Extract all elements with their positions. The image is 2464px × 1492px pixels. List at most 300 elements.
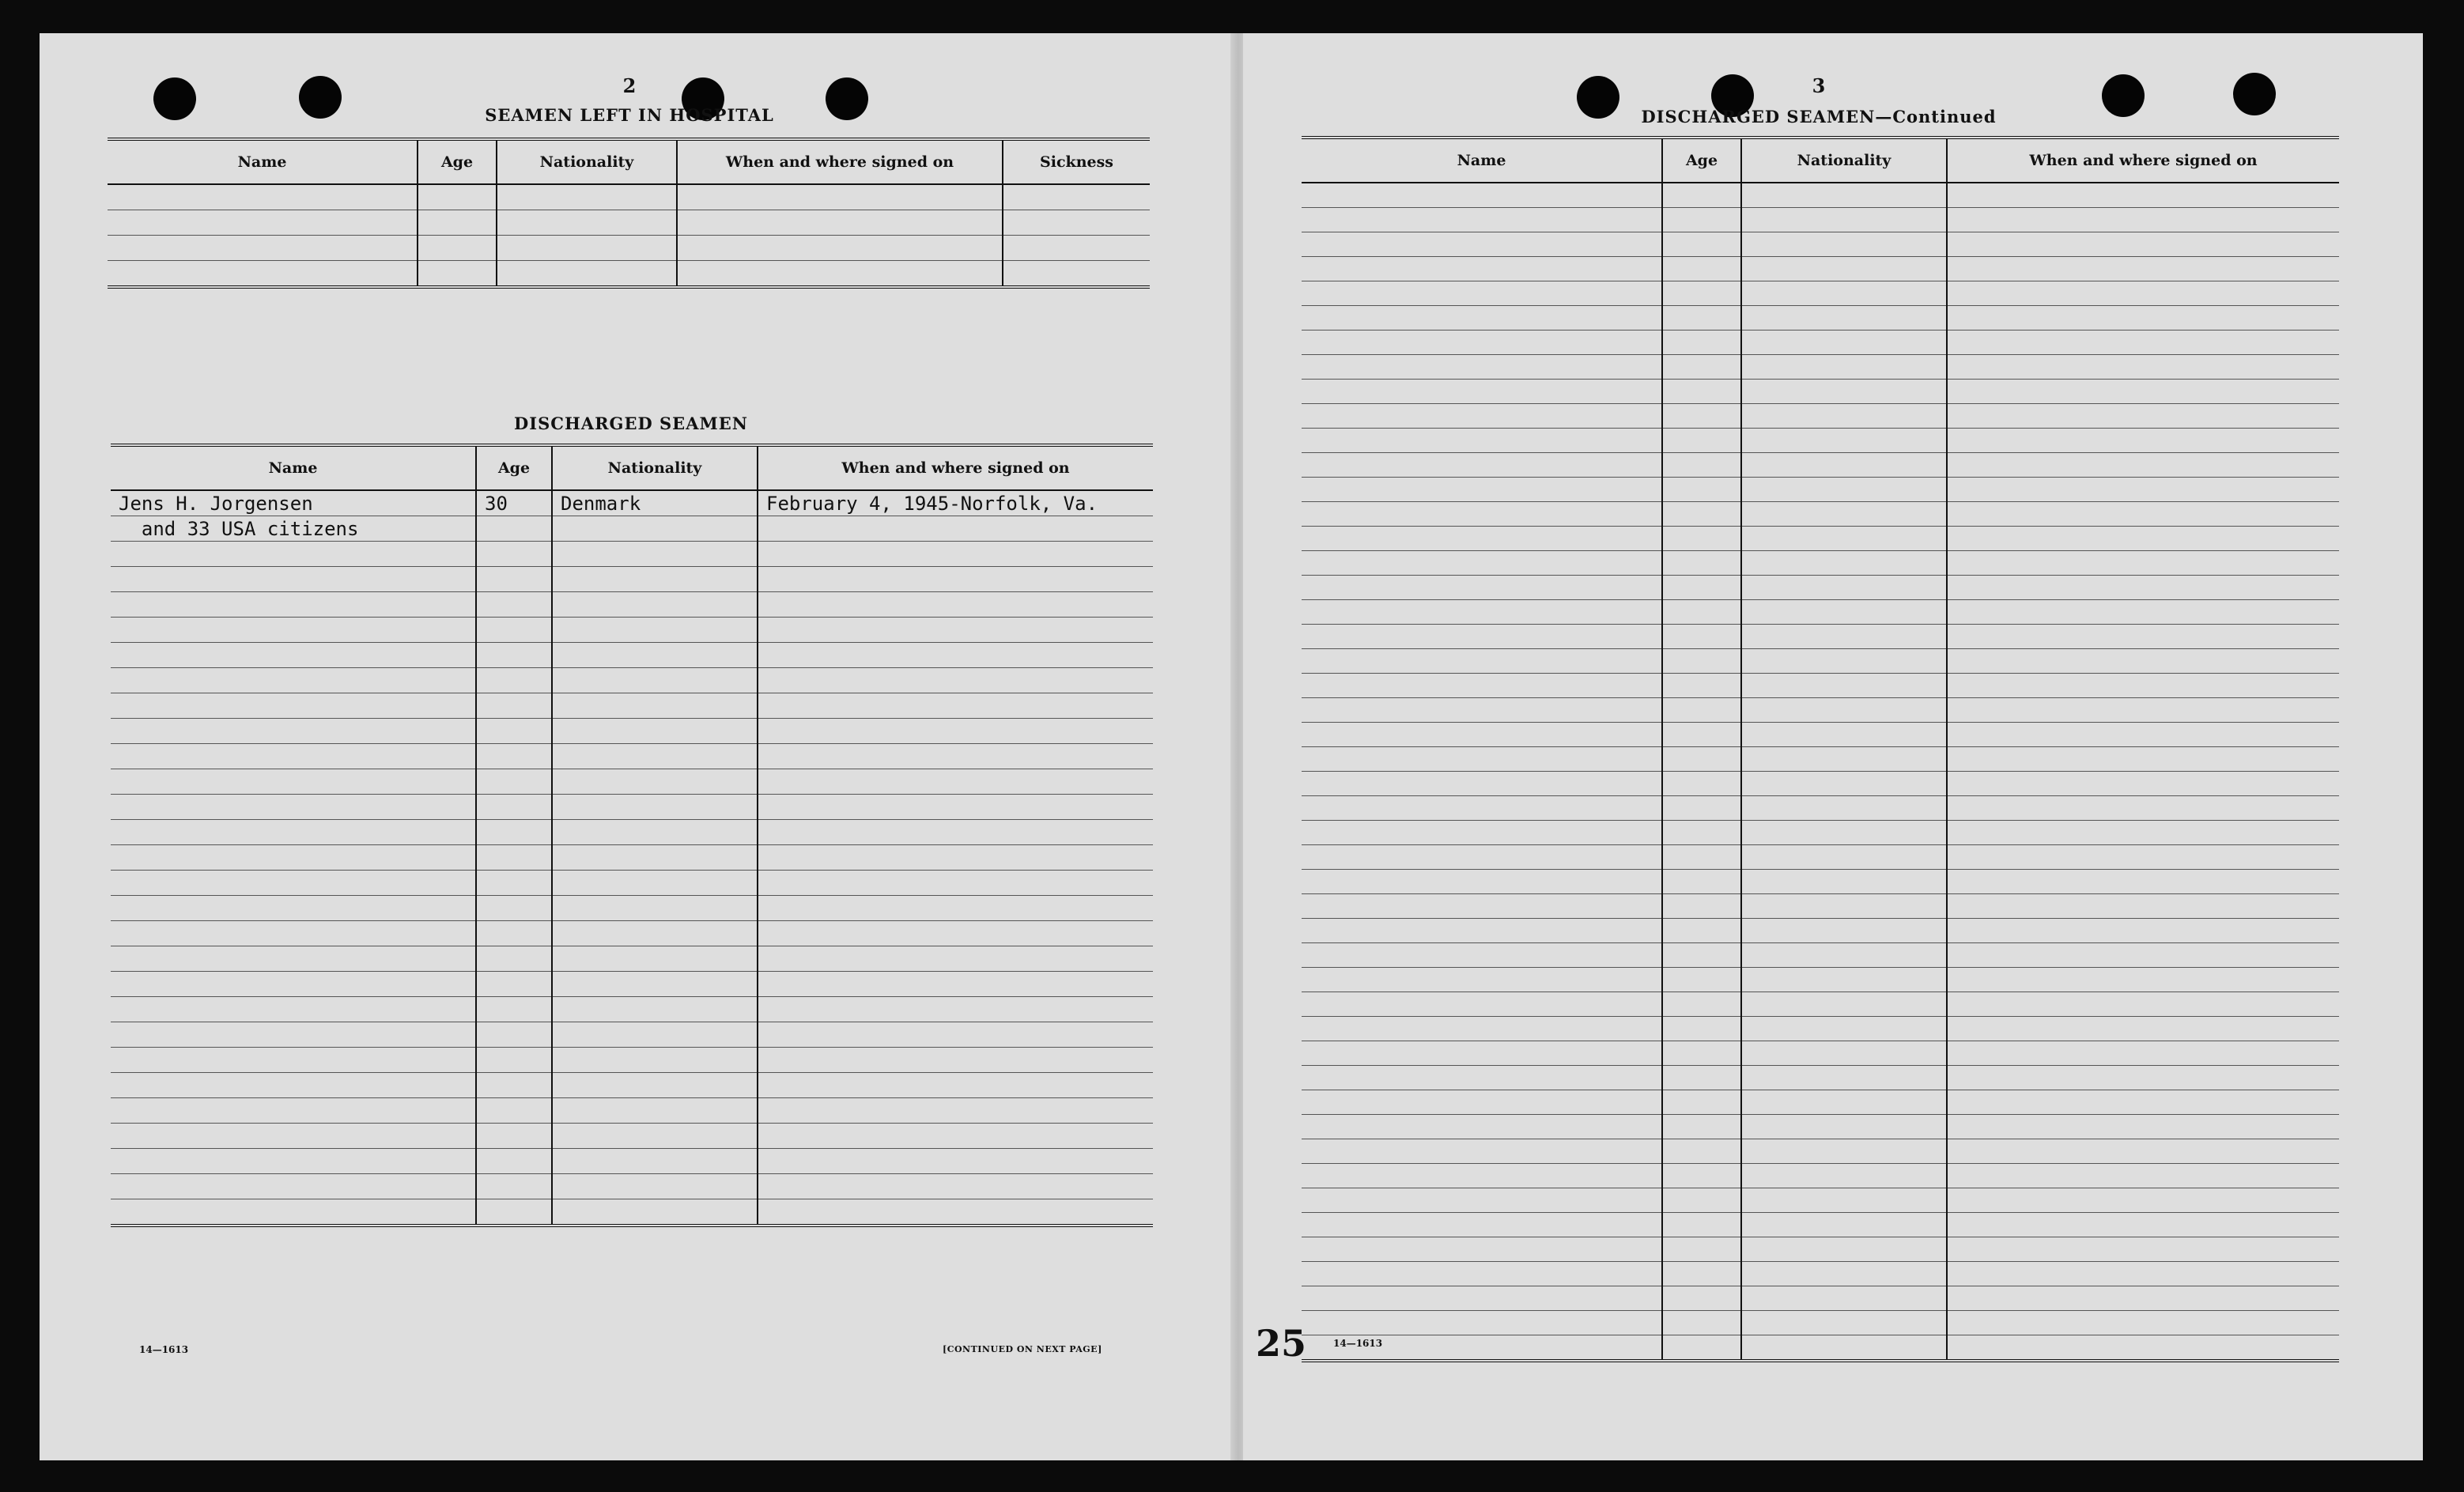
table-row (111, 567, 1153, 592)
blank-cell (1662, 1090, 1741, 1115)
blank-cell (677, 236, 1003, 261)
table-row (111, 769, 1153, 795)
blank-cell (1662, 674, 1741, 698)
blank-cell (476, 1073, 552, 1098)
blank-cell (552, 820, 758, 845)
blank-cell (1741, 1066, 1947, 1090)
blank-cell (1662, 527, 1741, 551)
blank-cell (758, 972, 1153, 997)
blank-cell (1741, 257, 1947, 281)
blank-cell (1302, 968, 1662, 992)
blank-cell (1741, 1188, 1947, 1213)
blank-cell (1947, 796, 2339, 821)
table-row (111, 1124, 1153, 1149)
table-row (1302, 968, 2339, 992)
table-row (1302, 527, 2339, 551)
blank-cell (1741, 772, 1947, 796)
table-row (1302, 674, 2339, 698)
blank-cell (552, 542, 758, 567)
blank-cell (1662, 772, 1741, 796)
table-row (111, 719, 1153, 744)
blank-cell (1662, 723, 1741, 747)
table-row (111, 946, 1153, 972)
blank-cell (1947, 1041, 2339, 1066)
blank-cell (1741, 232, 1947, 257)
blank-cell (1662, 257, 1741, 281)
blank-cell (476, 997, 552, 1022)
blank-cell (1302, 232, 1662, 257)
blank-cell (476, 1124, 552, 1149)
table-row (108, 261, 1150, 288)
blank-cell (1741, 1164, 1947, 1188)
blank-cell (1302, 183, 1662, 208)
blank-cell (1741, 943, 1947, 968)
blank-cell (1302, 600, 1662, 625)
column-header-nationality: Nationality (1741, 138, 1947, 183)
table-row (1302, 1262, 2339, 1286)
blank-cell (1947, 306, 2339, 331)
table-row (1302, 281, 2339, 306)
blank-cell (1947, 723, 2339, 747)
table-row (111, 921, 1153, 946)
blank-cell (1302, 355, 1662, 380)
column-header-nationality: Nationality (552, 445, 758, 490)
seaman-name: and 33 USA citizens (111, 516, 476, 542)
blank-cell (111, 1022, 476, 1048)
blank-cell (476, 1149, 552, 1174)
blank-cell (758, 744, 1153, 769)
blank-cell (1302, 796, 1662, 821)
table-row (111, 972, 1153, 997)
discharged-table (111, 444, 1153, 1227)
blank-cell (476, 592, 552, 618)
blank-cell (1662, 232, 1741, 257)
table-row (111, 668, 1153, 693)
blank-cell (111, 1048, 476, 1073)
seaman-name: Jens H. Jorgensen (111, 490, 476, 516)
blank-cell (552, 946, 758, 972)
blank-cell (111, 845, 476, 871)
column-header-name: Name (111, 445, 476, 490)
blank-cell (1302, 919, 1662, 943)
blank-cell (1741, 281, 1947, 306)
blank-cell (497, 261, 677, 288)
blank-cell (1662, 1262, 1741, 1286)
blank-cell (1662, 1286, 1741, 1311)
blank-cell (111, 896, 476, 921)
blank-cell (111, 719, 476, 744)
table-row (1302, 453, 2339, 478)
blank-cell (476, 668, 552, 693)
blank-cell (111, 1149, 476, 1174)
blank-cell (1662, 1017, 1741, 1041)
table-row (1302, 845, 2339, 870)
blank-cell (1947, 1164, 2339, 1188)
blank-cell (476, 871, 552, 896)
table-row (111, 542, 1153, 567)
blank-cell (1302, 1188, 1662, 1213)
blank-cell (1302, 674, 1662, 698)
blank-cell (1741, 1335, 1947, 1362)
blank-cell (758, 997, 1153, 1022)
blank-cell (1662, 625, 1741, 649)
blank-cell (552, 769, 758, 795)
blank-cell (1947, 845, 2339, 870)
blank-cell (1947, 943, 2339, 968)
blank-cell (758, 542, 1153, 567)
blank-cell (1947, 747, 2339, 772)
table-row (1302, 551, 2339, 576)
seaman-nationality: Denmark (552, 490, 758, 516)
blank-cell (476, 693, 552, 719)
blank-cell (476, 618, 552, 643)
table-row (1302, 1213, 2339, 1237)
blank-cell (1302, 551, 1662, 576)
table-row (1302, 992, 2339, 1017)
blank-cell (758, 567, 1153, 592)
seaman-nationality (552, 516, 758, 542)
blank-cell (1302, 257, 1662, 281)
blank-cell (552, 1073, 758, 1098)
blank-cell (1302, 380, 1662, 404)
blank-cell (677, 210, 1003, 236)
blank-cell (1947, 919, 2339, 943)
table-row (1302, 796, 2339, 821)
punch-hole (299, 76, 342, 119)
blank-cell (1741, 527, 1947, 551)
blank-cell (552, 1149, 758, 1174)
blank-cell (1741, 1139, 1947, 1164)
blank-cell (1741, 453, 1947, 478)
blank-cell (1947, 1335, 2339, 1362)
blank-cell (1302, 306, 1662, 331)
seaman-signed-on (758, 516, 1153, 542)
blank-cell (418, 261, 497, 288)
table-row (1302, 1335, 2339, 1362)
table-row (1302, 919, 2339, 943)
column-header-name: Name (108, 139, 418, 184)
seaman-signed-on: February 4, 1945-Norfolk, Va. (758, 490, 1153, 516)
blank-cell (552, 643, 758, 668)
blank-cell (1741, 1041, 1947, 1066)
table-row (1302, 1237, 2339, 1262)
blank-cell (677, 261, 1003, 288)
punch-hole (1577, 76, 1619, 119)
right-page-number: 3 (1812, 74, 1826, 97)
table-row (108, 210, 1150, 236)
blank-cell (476, 744, 552, 769)
blank-cell (758, 592, 1153, 618)
blank-cell (1662, 429, 1741, 453)
blank-cell (1003, 210, 1150, 236)
table-row (1302, 747, 2339, 772)
table-row (111, 618, 1153, 643)
table-row (111, 845, 1153, 871)
blank-cell (1741, 1237, 1947, 1262)
blank-cell (111, 643, 476, 668)
table-row (1302, 208, 2339, 232)
blank-cell (1302, 1017, 1662, 1041)
table-row (1302, 1164, 2339, 1188)
blank-cell (1302, 281, 1662, 306)
blank-cell (1302, 1164, 1662, 1188)
blank-cell (552, 1174, 758, 1199)
blank-cell (1741, 1115, 1947, 1139)
blank-cell (552, 972, 758, 997)
blank-cell (1003, 236, 1150, 261)
table-row (1302, 1188, 2339, 1213)
blank-cell (1662, 576, 1741, 600)
blank-cell (1302, 576, 1662, 600)
blank-cell (418, 184, 497, 210)
blank-cell (1947, 674, 2339, 698)
blank-cell (111, 744, 476, 769)
blank-cell (758, 946, 1153, 972)
blank-cell (1741, 404, 1947, 429)
blank-cell (1302, 1286, 1662, 1311)
table-row (108, 184, 1150, 210)
blank-cell (1662, 1237, 1741, 1262)
table-row (1302, 1066, 2339, 1090)
blank-cell (758, 769, 1153, 795)
table-row (1302, 576, 2339, 600)
blank-cell (552, 592, 758, 618)
blank-cell (1302, 992, 1662, 1017)
blank-cell (758, 719, 1153, 744)
blank-cell (1947, 1311, 2339, 1335)
blank-cell (1741, 502, 1947, 527)
table-row (1302, 232, 2339, 257)
stamped-page-number: 25 (1256, 1322, 1307, 1365)
blank-cell (1947, 625, 2339, 649)
blank-cell (552, 1199, 758, 1226)
blank-cell (1662, 845, 1741, 870)
right-section-title: DISCHARGED SEAMEN—Continued (1641, 107, 1997, 127)
blank-cell (111, 921, 476, 946)
blank-cell (1741, 625, 1947, 649)
table-row (1302, 821, 2339, 845)
blank-cell (1662, 796, 1741, 821)
blank-cell (1741, 1286, 1947, 1311)
blank-cell (1947, 281, 2339, 306)
blank-cell (1741, 208, 1947, 232)
table-row (1302, 698, 2339, 723)
blank-cell (758, 668, 1153, 693)
table-row (1302, 1311, 2339, 1335)
blank-cell (1741, 600, 1947, 625)
blank-cell (1741, 796, 1947, 821)
blank-cell (1662, 943, 1741, 968)
table-row (111, 997, 1153, 1022)
blank-cell (1302, 649, 1662, 674)
blank-cell (1741, 478, 1947, 502)
blank-cell (1662, 894, 1741, 919)
blank-cell (552, 921, 758, 946)
table-row (111, 871, 1153, 896)
blank-cell (111, 769, 476, 795)
blank-cell (1662, 478, 1741, 502)
blank-cell (476, 946, 552, 972)
blank-cell (552, 719, 758, 744)
blank-cell (476, 972, 552, 997)
blank-cell (1741, 919, 1947, 943)
table-row (1302, 600, 2339, 625)
blank-cell (1662, 1188, 1741, 1213)
blank-cell (1741, 576, 1947, 600)
blank-cell (1302, 1041, 1662, 1066)
blank-cell (1947, 968, 2339, 992)
seaman-age: 30 (476, 490, 552, 516)
blank-cell (1662, 183, 1741, 208)
blank-cell (1741, 968, 1947, 992)
blank-cell (758, 845, 1153, 871)
blank-cell (418, 236, 497, 261)
blank-cell (497, 184, 677, 210)
blank-cell (758, 1174, 1153, 1199)
blank-cell (1302, 1213, 1662, 1237)
table-row (1302, 183, 2339, 208)
blank-cell (1662, 600, 1741, 625)
blank-cell (758, 871, 1153, 896)
blank-cell (1947, 1262, 2339, 1286)
punch-hole (826, 77, 868, 120)
table-row (111, 693, 1153, 719)
blank-cell (476, 719, 552, 744)
blank-cell (111, 820, 476, 845)
blank-cell (758, 1022, 1153, 1048)
discharged-header-row (111, 445, 1153, 490)
table-row (111, 490, 1153, 516)
blank-cell (1741, 306, 1947, 331)
blank-cell (1302, 772, 1662, 796)
blank-cell (476, 542, 552, 567)
blank-cell (1302, 1090, 1662, 1115)
blank-cell (1947, 649, 2339, 674)
table-row (1302, 894, 2339, 919)
blank-cell (476, 769, 552, 795)
blank-cell (1302, 478, 1662, 502)
table-row (1302, 772, 2339, 796)
blank-cell (1741, 992, 1947, 1017)
blank-cell (1302, 1066, 1662, 1090)
blank-cell (476, 921, 552, 946)
blank-cell (1302, 943, 1662, 968)
blank-cell (111, 1174, 476, 1199)
blank-cell (476, 820, 552, 845)
blank-cell (1947, 551, 2339, 576)
blank-cell (1302, 1262, 1662, 1286)
blank-cell (476, 1022, 552, 1048)
column-header-sickness: Sickness (1003, 139, 1150, 184)
blank-cell (1947, 453, 2339, 478)
blank-cell (1947, 380, 2339, 404)
table-row (1302, 478, 2339, 502)
right-header-row (1302, 138, 2339, 183)
blank-cell (1662, 649, 1741, 674)
blank-cell (758, 921, 1153, 946)
blank-cell (758, 618, 1153, 643)
blank-cell (552, 1124, 758, 1149)
blank-cell (1947, 1066, 2339, 1090)
table-row (111, 1073, 1153, 1098)
blank-cell (497, 210, 677, 236)
blank-cell (758, 820, 1153, 845)
punch-hole (2102, 74, 2145, 117)
left-page-number: 2 (622, 74, 637, 97)
blank-cell (1741, 1311, 1947, 1335)
blank-cell (1741, 331, 1947, 355)
table-row (111, 516, 1153, 542)
table-row (111, 1174, 1153, 1199)
blank-cell (552, 795, 758, 820)
table-row (108, 236, 1150, 261)
blank-cell (111, 997, 476, 1022)
blank-cell (1741, 747, 1947, 772)
blank-cell (1947, 208, 2339, 232)
blank-cell (1947, 600, 2339, 625)
column-header-age: Age (476, 445, 552, 490)
blank-cell (552, 845, 758, 871)
blank-cell (1947, 992, 2339, 1017)
blank-cell (1741, 183, 1947, 208)
blank-cell (1741, 870, 1947, 894)
blank-cell (1302, 208, 1662, 232)
discharged-continued-table (1302, 136, 2339, 1362)
blank-cell (1662, 1213, 1741, 1237)
blank-cell (1741, 723, 1947, 747)
blank-cell (111, 567, 476, 592)
blank-cell (552, 896, 758, 921)
table-row (111, 1048, 1153, 1073)
blank-cell (552, 668, 758, 693)
blank-cell (758, 643, 1153, 668)
blank-cell (1662, 306, 1741, 331)
blank-cell (1947, 355, 2339, 380)
column-header-age: Age (418, 139, 497, 184)
blank-cell (1662, 992, 1741, 1017)
blank-cell (111, 871, 476, 896)
table-row (1302, 502, 2339, 527)
table-row (111, 1149, 1153, 1174)
blank-cell (108, 210, 418, 236)
blank-cell (1302, 747, 1662, 772)
blank-cell (1741, 821, 1947, 845)
blank-cell (111, 972, 476, 997)
blank-cell (1003, 184, 1150, 210)
blank-cell (1662, 208, 1741, 232)
blank-cell (1947, 1237, 2339, 1262)
blank-cell (1947, 1139, 2339, 1164)
blank-cell (552, 1048, 758, 1073)
blank-cell (1947, 527, 2339, 551)
blank-cell (497, 236, 677, 261)
blank-cell (758, 1098, 1153, 1124)
blank-cell (1947, 576, 2339, 600)
table-row (1302, 1139, 2339, 1164)
blank-cell (476, 1174, 552, 1199)
blank-cell (1302, 453, 1662, 478)
table-row (1302, 943, 2339, 968)
blank-cell (552, 618, 758, 643)
blank-cell (108, 261, 418, 288)
blank-cell (1741, 551, 1947, 576)
table-row (111, 896, 1153, 921)
blank-cell (1741, 1213, 1947, 1237)
blank-cell (1947, 1115, 2339, 1139)
blank-cell (1662, 821, 1741, 845)
continued-note: [CONTINUED ON NEXT PAGE] (943, 1344, 1102, 1354)
column-header-age: Age (1662, 138, 1741, 183)
